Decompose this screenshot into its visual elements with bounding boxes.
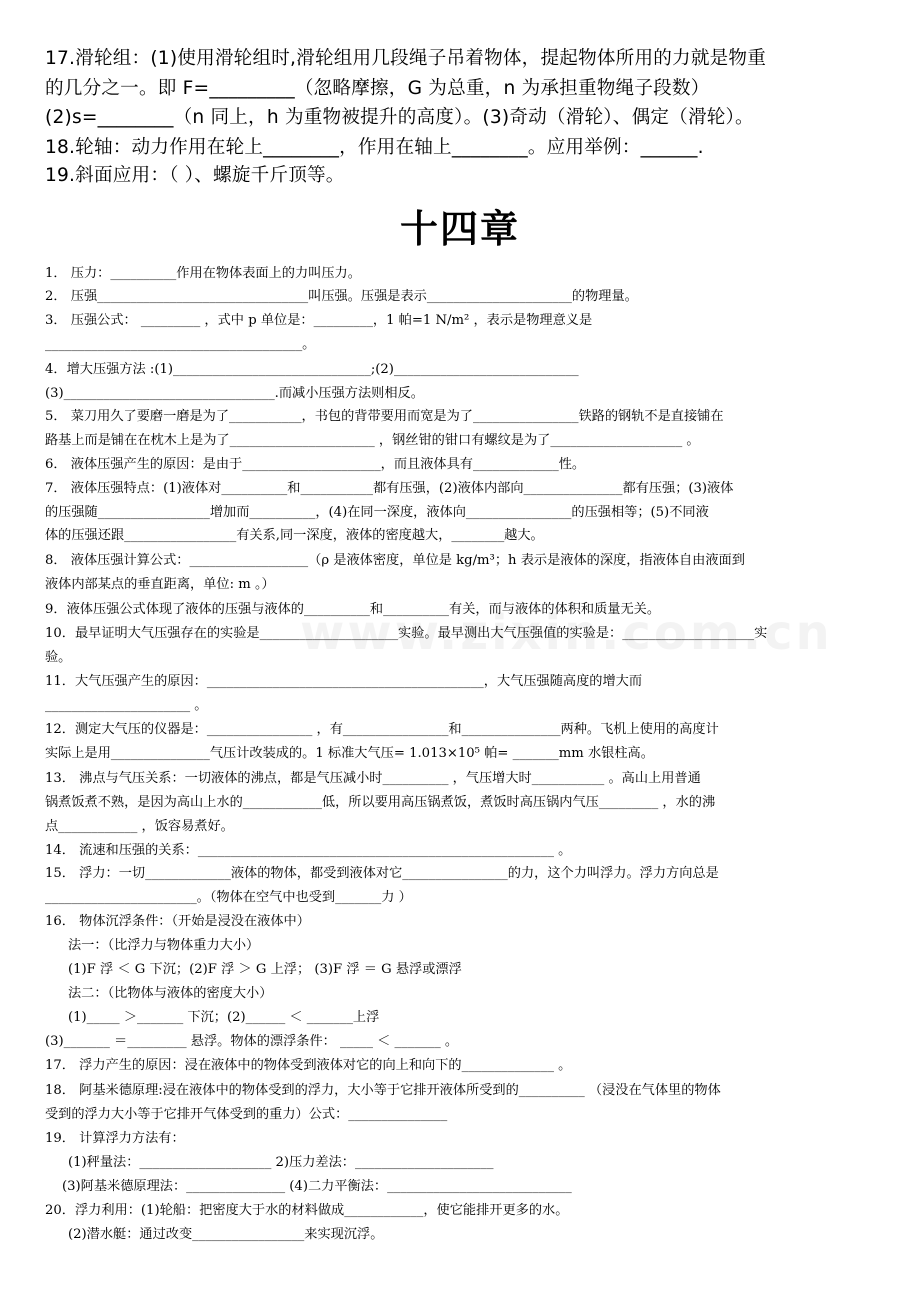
- q10-line-2: 验。: [45, 650, 72, 665]
- item-17-line-3: (2)s=________（n 同上，h 为重物被提升的高度）。(3)奇动（滑轮）、偶定（滑轮）。: [45, 107, 754, 128]
- q19-methods-2: (3)阿基米德原理法：_______________ (4)二力平衡法：____________________________: [62, 1179, 572, 1194]
- q9-line: 9．液体压强公式体现了液体的压强与液体的__________和__________有关，而与液体的体积和质量无关。: [45, 602, 661, 617]
- item-18: 18.轮轴：动力作用在轮上________，作用在轴上________。应用举例：______.: [45, 137, 704, 158]
- q10-line-1: 10．最早证明大气压强存在的实验是_____________________实验。最早测出大气压强值的实验是：____________________实: [45, 626, 768, 641]
- q12-line-1: 12．测定大气压的仪器是：________________ ，有________________和_______________两种。飞机上使用的高度计: [45, 722, 719, 737]
- q17-line: 17． 浮力产生的原因：浸在液体中的物体受到液体对它的向上和向下的______________ 。: [45, 1058, 572, 1073]
- q15-line-2: _______________________。（物体在空气中也受到_______力 ）: [45, 890, 412, 905]
- q20-line-2: (2)潜水艇：通过改变_________________来实现沉浮。: [68, 1227, 384, 1242]
- q18-line-2: 受到的浮力大小等于它排开气体受到的重力）公式：_______________: [45, 1107, 448, 1122]
- chapter-title: 十四章: [399, 207, 520, 251]
- q7-line-3: 体的压强还跟_________________有关系,同一深度，液体的密度越大，________越大。: [45, 528, 544, 543]
- q15-line-1: 15． 浮力：一切_____________液体的物体，都受到液体对它________________的力，这个力叫浮力。浮力方向总是: [45, 866, 719, 881]
- q11-line-1: 11．大气压强产生的原因：__________________________________________，大气压强随高度的增大而: [45, 674, 643, 689]
- q16-method-1-rules: (1)F 浮 ＜ G 下沉；(2)F 浮 ＞ G 上浮； (3)F 浮 ＝ G 悬浮或漂浮: [68, 962, 462, 977]
- q4-line-1: 4．增大压强方法 :(1)______________________________;(2)____________________________: [45, 362, 579, 377]
- q8-line-2: 液体内部某点的垂直距离，单位: m 。）: [45, 577, 275, 592]
- q3-line-2: _______________________________________。: [45, 337, 316, 352]
- q20-line-1: 20．浮力利用：(1)轮船：把密度大于水的材料做成____________，使它能排开更多的水。: [45, 1203, 569, 1218]
- q3-line-1: 3． 压强公式： _________ ，式中 p 单位是：_________，1 帕=1 N/m² ，表示是物理意义是: [45, 313, 593, 328]
- q13-line-3: 点____________ ，饭容易煮好。: [45, 819, 234, 834]
- q13-line-2: 锅煮饭煮不熟，是因为高山上水的____________低，所以要用高压锅煮饭，煮饭时高压锅内气压_________ ，水的沸: [45, 795, 716, 810]
- q7-line-2: 的压强随_________________增加而__________，(4)在同一深度，液体向________________的压强相等；(5)不同液: [45, 505, 709, 520]
- q12-line-2: 实际上是用_______________气压计改装成的。1 标准大气压= 1.013×10⁵ 帕= _______mm 水银柱高。: [45, 746, 654, 761]
- q5-line-2: 路基上而是铺在在枕木上是为了______________________ ，钢丝钳的钳口有螺纹是为了____________________ 。: [45, 433, 700, 448]
- q16-float-condition: (3)_______ ＝_________ 悬浮。物体的漂浮条件： _____ ＜ _______ 。: [45, 1034, 459, 1049]
- q11-line-2: ______________________ 。: [45, 698, 208, 713]
- q4-line-2: (3)________________________________.而减小压强方法则相反。: [45, 386, 424, 401]
- q19-methods-1: (1)秤量法：____________________ 2)压力差法：_____________________: [68, 1155, 494, 1170]
- q19-line-1: 19． 计算浮力方法有：: [45, 1131, 185, 1146]
- q16-line-1: 16． 物体沉浮条件：（开始是浸没在液体中）: [45, 914, 310, 929]
- q13-line-1: 13． 沸点与气压关系：一切液体的沸点，都是气压减小时__________ ，气压增大时___________ 。高山上用普通: [45, 771, 701, 786]
- q16-method-2: 法二：（比物体与液体的密度大小）: [68, 986, 273, 1001]
- q18-line-1: 18． 阿基米德原理:浸在液体中的物体受到的浮力，大小等于它排开液体所受到的__________ （浸没在气体里的物体: [45, 1083, 721, 1098]
- q16-method-1: 法一：（比浮力与物体重力大小）: [68, 938, 260, 953]
- q5-line-1: 5． 菜刀用久了要磨一磨是为了___________，书包的背带要用而宽是为了________________铁路的钢轨不是直接铺在: [45, 409, 724, 424]
- q8-line-1: 8． 液体压强计算公式：__________________（ρ 是液体密度，单位是 kg/m³；h 表示是液体的深度，指液体自由液面到: [45, 553, 745, 568]
- q1-line: 1． 压力：__________作用在物体表面上的力叫压力。: [45, 266, 361, 281]
- item-19: 19.斜面应用：（ ）、螺旋千斤顶等。: [45, 165, 345, 186]
- q2-line: 2． 压强________________________________叫压强。压强是表示______________________的物理量。: [45, 289, 638, 304]
- q6-line: 6． 液体压强产生的原因：是由于_____________________，而且液体具有_____________性。: [45, 457, 586, 472]
- item-17-line-1: 17.滑轮组：(1)使用滑轮组时,滑轮组用几段绳子吊着物体，提起物体所用的力就是物重: [45, 48, 767, 69]
- q7-line-1: 7． 液体压强特点：(1)液体对__________和___________都有压强，(2)液体内部向_______________都有压强；(3)液体: [45, 481, 734, 496]
- item-17-line-2: 的几分之一。即 F=_________（忽略摩擦，G 为总重，n 为承担重物绳子段数）: [45, 78, 710, 99]
- q14-line: 14． 流速和压强的关系：______________________________________________________ 。: [45, 843, 572, 858]
- q16-method-2-rules: (1)_____ ＞_______ 下沉；(2)______ ＜ _______上浮: [68, 1010, 380, 1025]
